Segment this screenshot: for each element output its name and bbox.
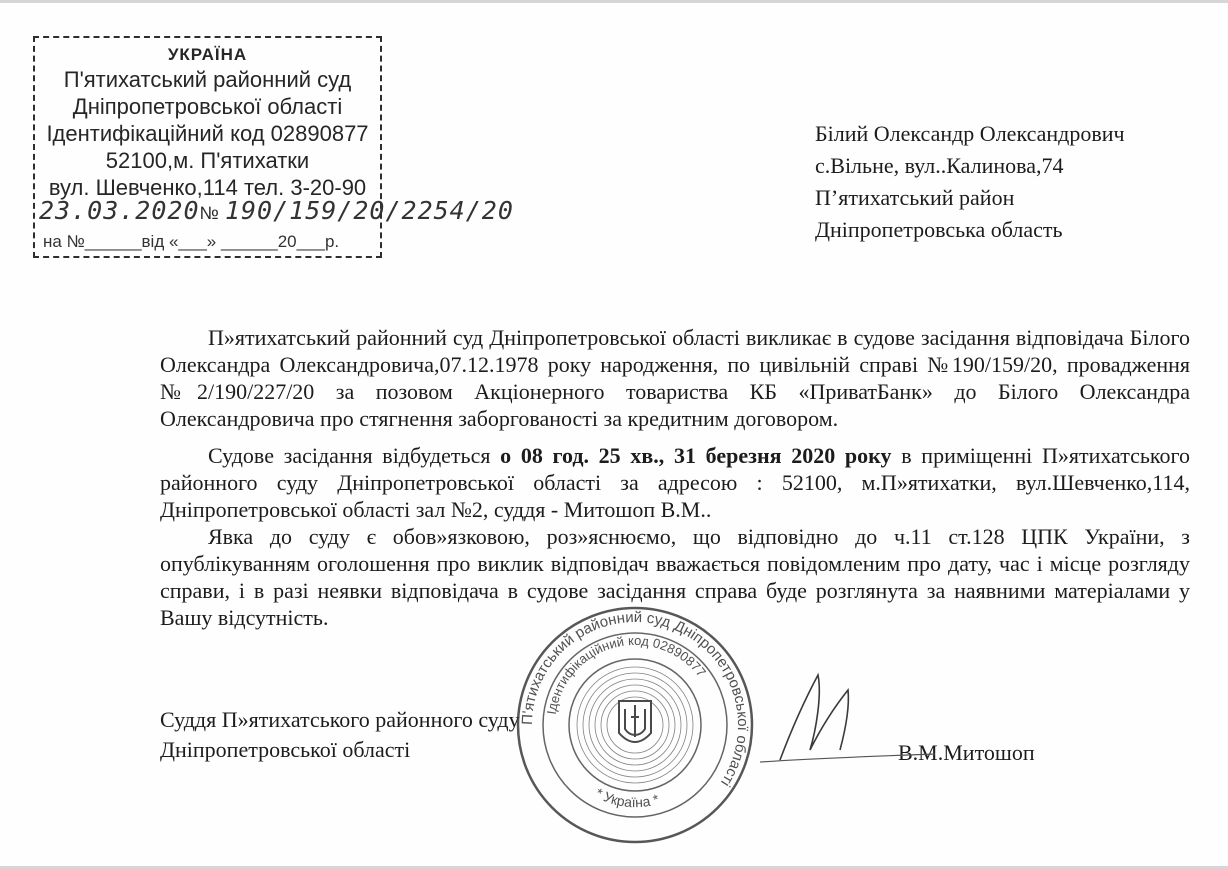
court-round-seal (515, 605, 755, 845)
stamp-reg-date: 23.03.2020 (39, 196, 200, 225)
judge-name: В.М.Митошоп (898, 740, 1035, 765)
court-outgoing-stamp (33, 36, 514, 258)
seal-bottom-text: * Україна * (592, 784, 661, 811)
hearing-location: в приміщенні П»ятихатського районного суду Дніпропетровської області за адресою : 52100, м.П»ятихатки, вул.Шевченко,114, Дніпропетровської області зал №2, суддя - Митошоп В.М.. (160, 443, 1190, 522)
stamp-id-code: Ідентифікаційний код 02890877 (46, 121, 369, 146)
addressee-district: П’ятихатський район (815, 185, 1015, 210)
judge-title (160, 705, 520, 765)
summons-paragraph-1: П»ятихатський районний суд Дніпропетровської області викликає в судове засідання відповідача Білого Олександра Олександровича,07.12.1978 року народження, по цивільній справі №190/159/20, провадження №2/190/227/20 за позовом Акціонерного товариства КБ «ПриватБанк» до Білого Олександра Олександровича про стягнення заборгованості за кредитним договором. (160, 325, 1190, 431)
stamp-city: 52100,м. П'ятихатки (105, 148, 310, 173)
stamp-country: УКРАЇНА (167, 45, 248, 64)
seal-middle-text: Ідентифікаційний код 02890877 (543, 632, 710, 716)
stamp-court-name: П'ятихатський районний суд (63, 67, 352, 92)
stamp-address: вул. Шевченко,114 тел. 3-20-90 (48, 175, 367, 200)
judge-title-line-1: Суддя П»ятихатського районного суду (160, 707, 520, 732)
stamp-registration (39, 196, 514, 225)
addressee-name: Білий Олександр Олександрович (815, 121, 1125, 146)
stamp-reg-number: 190/159/20/2254/20 (224, 196, 514, 225)
summons-paragraph-3: Явка до суду є обов»язковою, роз»яснюємо, що відповідно до ч.11 ст.128 ЦПК України, з опублікуванням оголошення про виклик відповідач вважається повідомленим про дату, час і місце розгляду справи, і в разі неявки відповідача в судове засідання справа буде розглянута за наявними матеріалами у Вашу відсутність. (160, 524, 1190, 630)
stamp-region: Дніпропетровської області (72, 94, 343, 119)
judge-title-line-2: Дніпропетровської області (160, 737, 411, 762)
hearing-intro: Судове засідання відбудеться (208, 443, 501, 468)
scan-edge-top (0, 0, 1228, 3)
addressee-block (815, 118, 1125, 246)
addressee-region: Дніпропетровська область (815, 217, 1063, 242)
addressee-address: с.Вільне, вул..Калинова,74 (815, 153, 1064, 178)
stamp-reg-no-label: № (199, 203, 219, 223)
trident-emblem-icon (619, 701, 651, 742)
hearing-datetime: о 08 год. 25 хв., 31 березня 2020 року (500, 443, 892, 468)
handwritten-signature (740, 650, 940, 770)
stamp-reference-line: на №______від «___» ______20___р. (43, 232, 340, 251)
seal-outer-text: П'ятихатський районний суд Дніпропетровської області (518, 608, 752, 790)
summons-paragraph-2 (160, 442, 1190, 523)
summons-body (160, 324, 1190, 631)
